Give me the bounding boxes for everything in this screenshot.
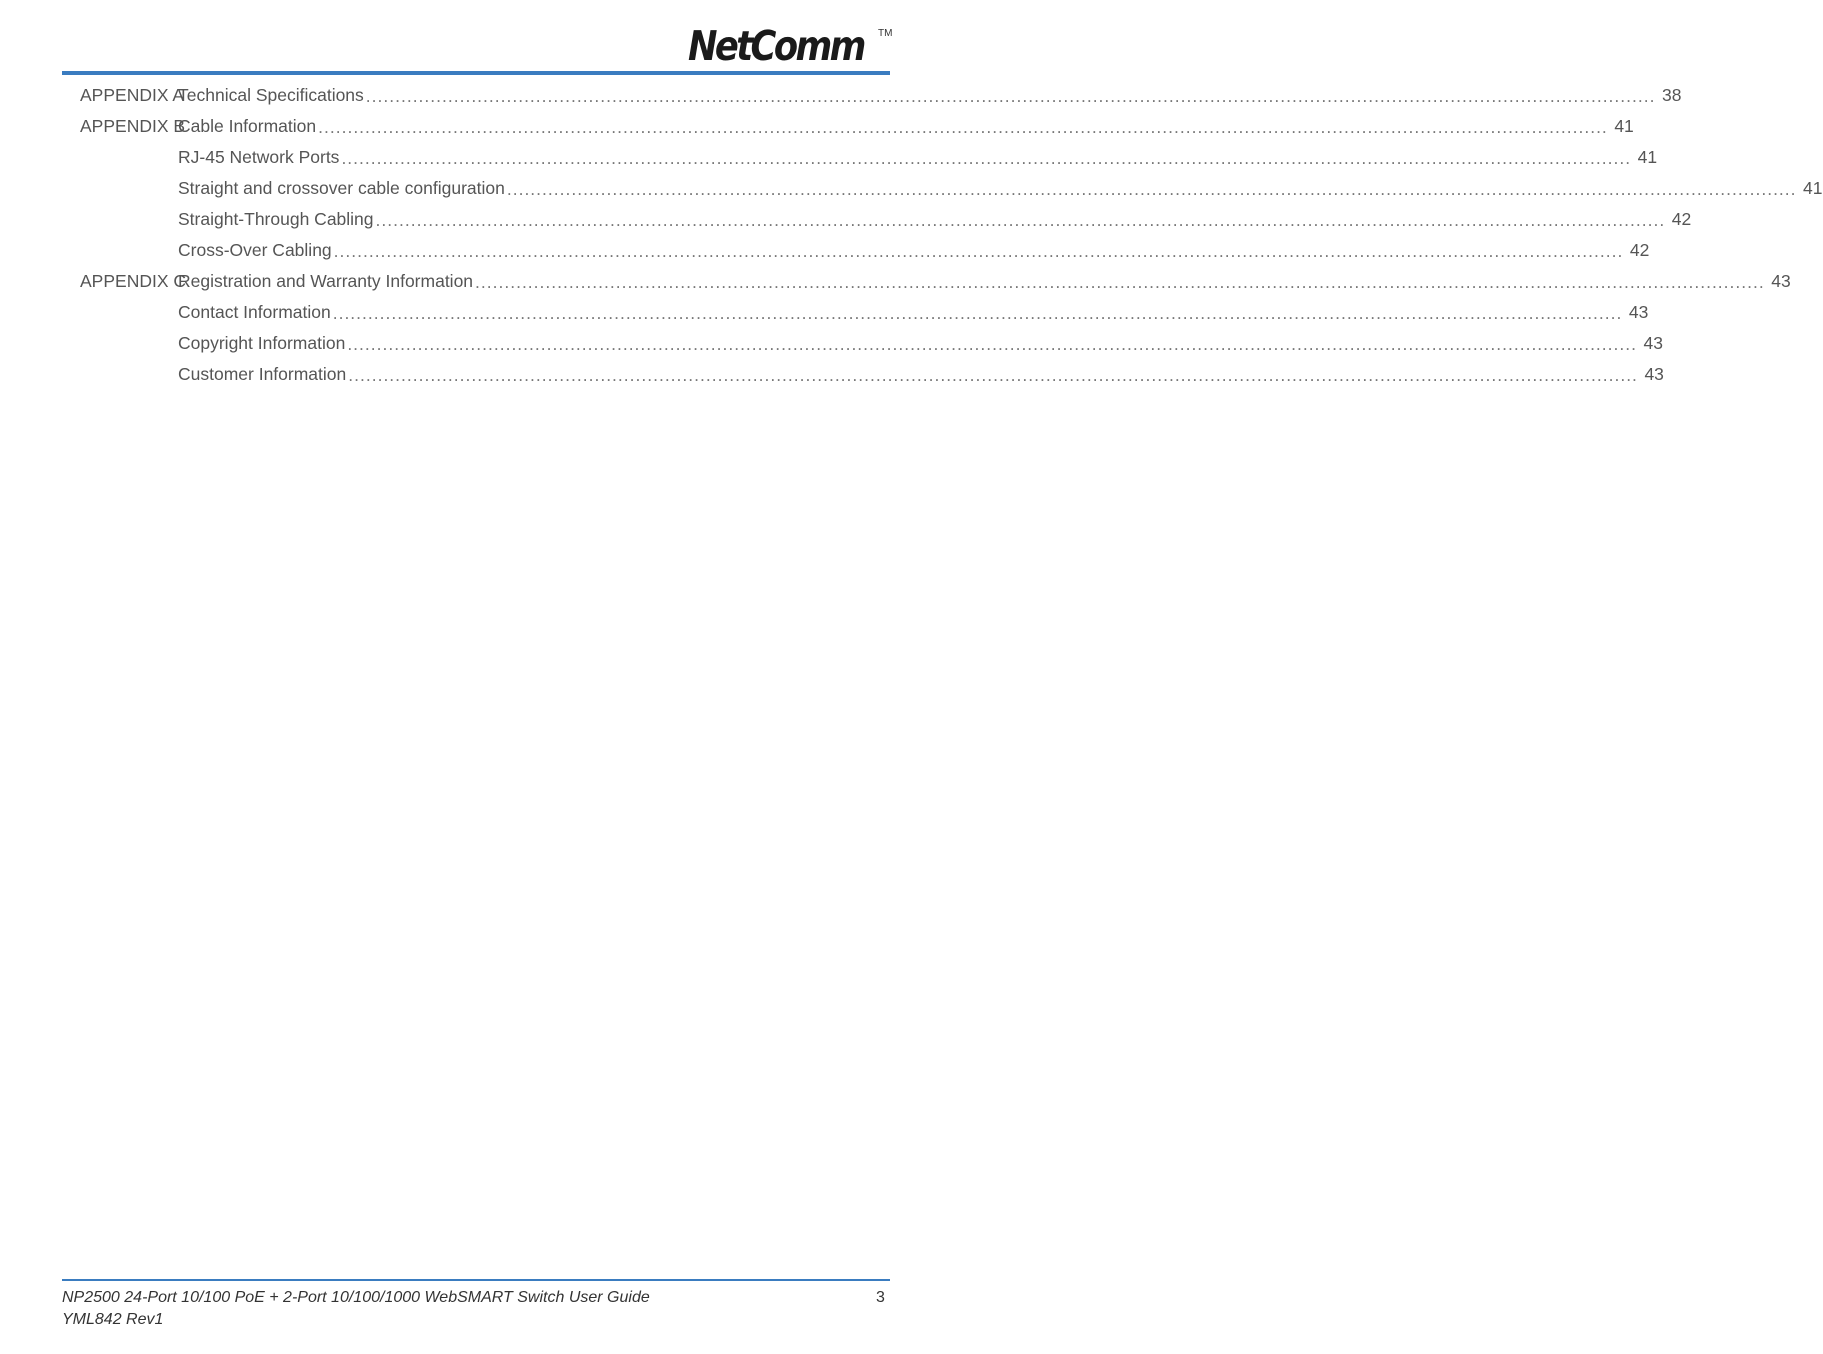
toc-entry[interactable]	[80, 142, 1658, 173]
toc-title: Customer Information	[178, 364, 347, 384]
toc-appendix-label: APPENDIX A	[80, 85, 185, 105]
toc-leader: ............................................................................................................................................................................................................................	[365, 86, 1656, 106]
toc-title: Cable Information	[178, 116, 317, 136]
footer-document-title: NP2500 24-Port 10/100 PoE + 2-Port 10/100/1000 WebSMART Switch User Guide	[62, 1289, 650, 1306]
toc-appendix-label: APPENDIX B	[80, 116, 186, 136]
toc-page-number: 43	[1644, 364, 1664, 384]
toc-page-number: 43	[1628, 302, 1649, 322]
toc-appendix-label: APPENDIX C	[80, 271, 186, 291]
toc-leader: ............................................................................................................................................................................................................................	[348, 365, 1638, 385]
toc-entry[interactable]	[80, 359, 1664, 390]
toc-title: Contact Information	[178, 302, 331, 322]
toc-leader: ............................................................................................................................................................................................................................	[318, 117, 1608, 137]
toc-entry[interactable]	[80, 111, 1634, 142]
header-rule	[62, 71, 890, 75]
toc-leader: ............................................................................................................................................................................................................................	[333, 241, 1624, 261]
toc-leader: ............................................................................................................................................................................................................................	[506, 179, 1797, 199]
toc-entry[interactable]	[80, 173, 1823, 204]
footer-revision: YML842 Rev1	[62, 1311, 164, 1328]
toc-page-number: 41	[1803, 178, 1823, 198]
toc-leader: ............................................................................................................................................................................................................................	[341, 148, 1632, 168]
toc-page-number: 42	[1629, 240, 1650, 260]
logo-wordmark: NetComm	[688, 22, 864, 70]
logo-trademark: TM	[878, 28, 893, 39]
toc-leader: ............................................................................................................................................................................................................................	[347, 334, 1637, 354]
toc-entry[interactable]	[80, 266, 1791, 297]
toc-page-number: 41	[1637, 147, 1658, 167]
toc-leader: ............................................................................................................................................................................................................................	[375, 210, 1666, 230]
toc-page-number: 42	[1671, 209, 1692, 229]
toc-entry[interactable]	[80, 328, 1663, 359]
toc-title: RJ-45 Network Ports	[178, 147, 340, 167]
table-of-contents	[80, 80, 1823, 390]
toc-page-number: 43	[1643, 333, 1663, 353]
toc-page-number: 38	[1661, 85, 1682, 105]
toc-leader: ............................................................................................................................................................................................................................	[475, 272, 1765, 292]
toc-title: Cross-Over Cabling	[178, 240, 332, 260]
toc-leader: ............................................................................................................................................................................................................................	[332, 303, 1623, 323]
toc-title: Technical Specifications	[178, 85, 364, 105]
toc-entry[interactable]	[80, 235, 1650, 266]
toc-entry[interactable]	[80, 80, 1682, 111]
toc-title: Copyright Information	[178, 333, 346, 353]
toc-page-number: 43	[1771, 271, 1791, 291]
footer-rule	[62, 1279, 890, 1281]
netcomm-logo	[688, 22, 893, 70]
toc-entry[interactable]	[80, 204, 1692, 235]
toc-title: Straight and crossover cable configuration	[178, 178, 505, 198]
toc-title: Registration and Warranty Information	[178, 271, 474, 291]
toc-page-number: 41	[1614, 116, 1634, 136]
footer-page-number: 3	[876, 1289, 885, 1306]
toc-title: Straight-Through Cabling	[178, 209, 374, 229]
toc-entry[interactable]	[80, 297, 1649, 328]
